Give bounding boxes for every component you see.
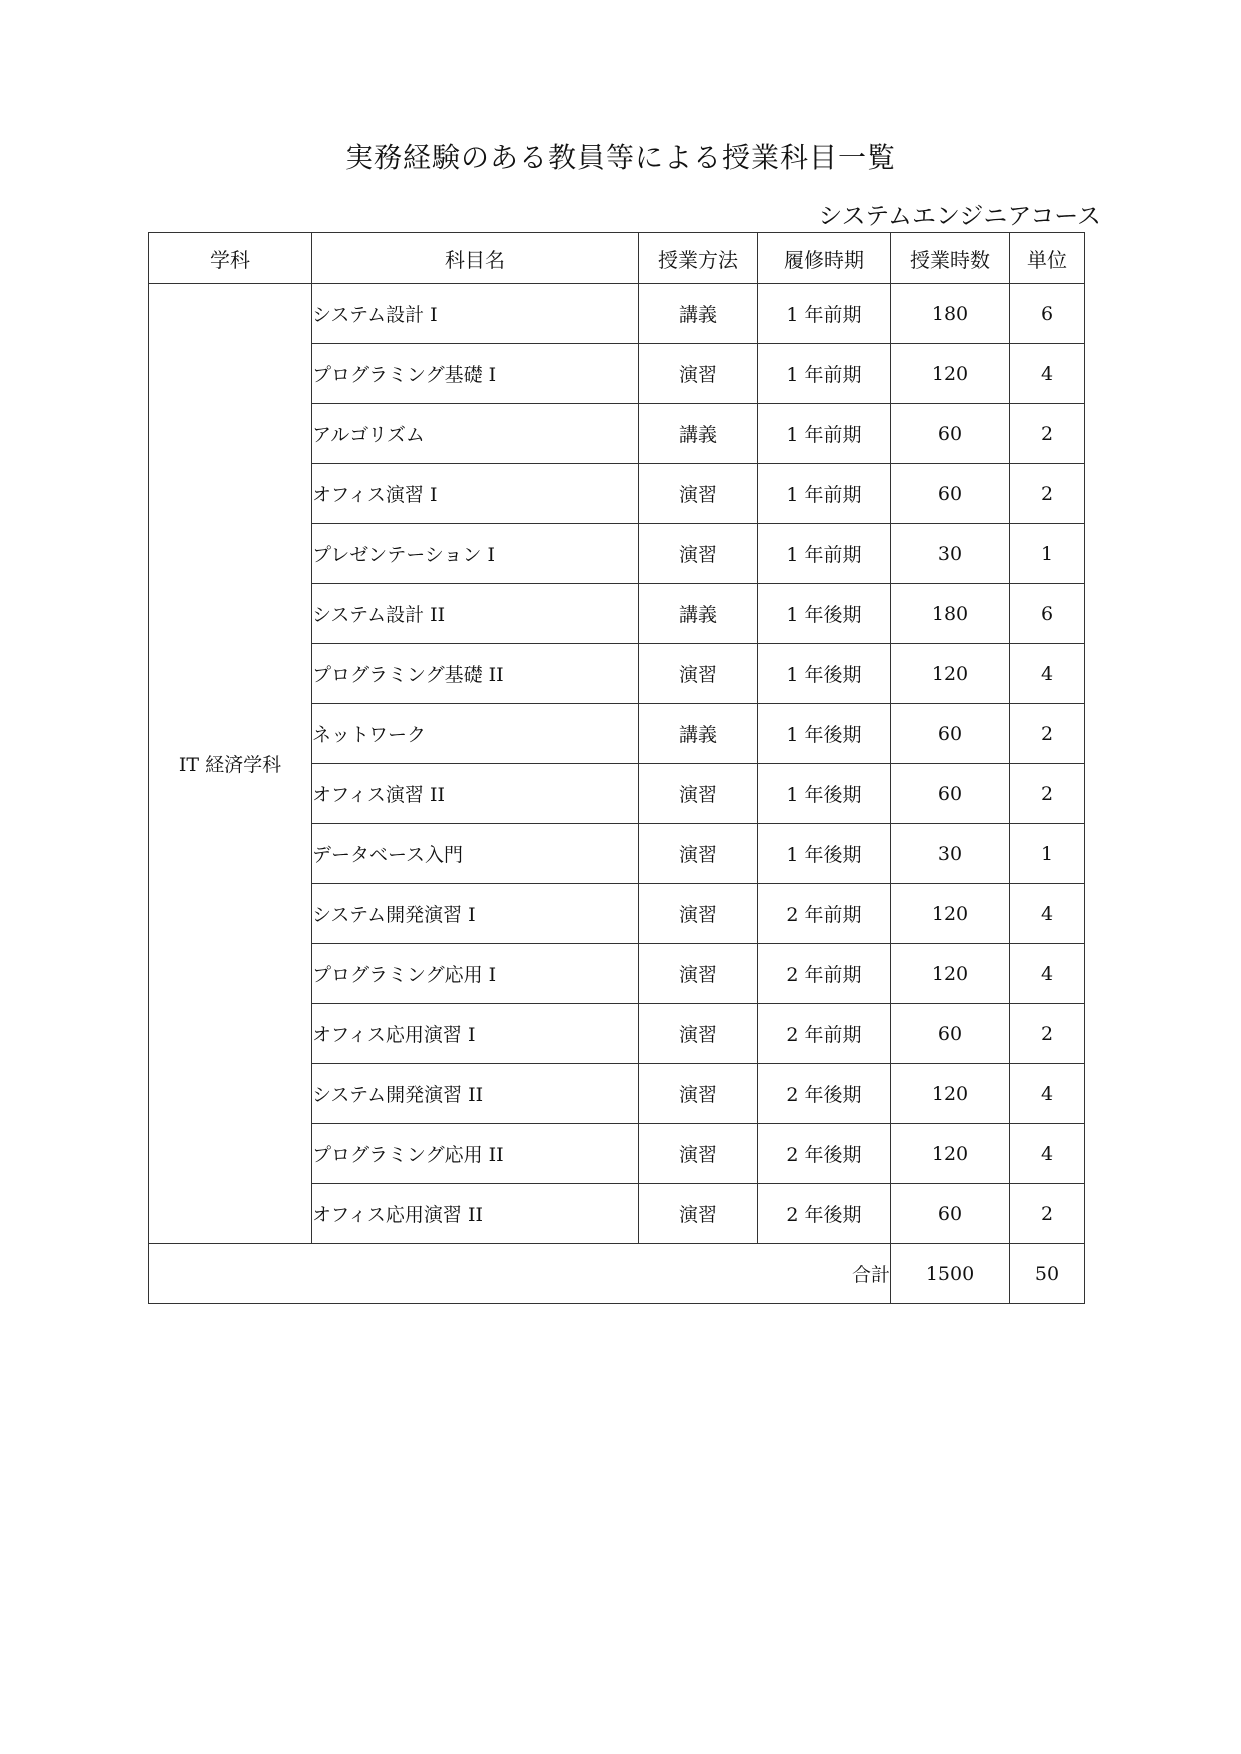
method-cell: 演習 <box>639 344 758 404</box>
hours-cell: 60 <box>891 764 1010 824</box>
method-cell: 演習 <box>639 464 758 524</box>
credits-cell: 2 <box>1010 704 1085 764</box>
method-cell: 演習 <box>639 1124 758 1184</box>
term-cell: 1 年前期 <box>758 284 891 344</box>
credits-cell: 2 <box>1010 1184 1085 1244</box>
header-row <box>149 233 1085 284</box>
hours-cell: 120 <box>891 1064 1010 1124</box>
subject-cell: アルゴリズム <box>312 404 639 464</box>
method-cell: 演習 <box>639 944 758 1004</box>
credits-cell: 4 <box>1010 344 1085 404</box>
subject-cell: ネットワーク <box>312 704 639 764</box>
method-cell: 演習 <box>639 764 758 824</box>
hours-cell: 120 <box>891 944 1010 1004</box>
term-cell: 1 年後期 <box>758 584 891 644</box>
term-cell: 1 年前期 <box>758 524 891 584</box>
total-hours: 1500 <box>891 1244 1010 1304</box>
term-cell: 2 年前期 <box>758 1004 891 1064</box>
subject-cell: オフィス応用演習 II <box>312 1184 639 1244</box>
method-cell: 演習 <box>639 824 758 884</box>
hours-cell: 60 <box>891 704 1010 764</box>
subject-cell: システム開発演習 II <box>312 1064 639 1124</box>
credits-cell: 2 <box>1010 404 1085 464</box>
course-name: システムエンジニアコース <box>818 202 1101 230</box>
total-row <box>149 1244 1085 1304</box>
term-cell: 1 年前期 <box>758 404 891 464</box>
credits-cell: 4 <box>1010 1064 1085 1124</box>
header-subject: 科目名 <box>312 233 639 284</box>
subject-cell: プログラミング応用 I <box>312 944 639 1004</box>
term-cell: 2 年前期 <box>758 884 891 944</box>
credits-cell: 6 <box>1010 284 1085 344</box>
total-label: 合計 <box>149 1244 891 1304</box>
method-cell: 演習 <box>639 524 758 584</box>
subject-cell: データベース入門 <box>312 824 639 884</box>
credits-cell: 4 <box>1010 944 1085 1004</box>
hours-cell: 60 <box>891 1184 1010 1244</box>
method-cell: 演習 <box>639 884 758 944</box>
credits-cell: 2 <box>1010 1004 1085 1064</box>
term-cell: 1 年後期 <box>758 764 891 824</box>
hours-cell: 60 <box>891 1004 1010 1064</box>
header-hours: 授業時数 <box>891 233 1010 284</box>
method-cell: 演習 <box>639 644 758 704</box>
header-dept: 学科 <box>149 233 312 284</box>
method-cell: 講義 <box>639 404 758 464</box>
subject-cell: オフィス演習 II <box>312 764 639 824</box>
method-cell: 演習 <box>639 1004 758 1064</box>
method-cell: 講義 <box>639 284 758 344</box>
subject-cell: プログラミング応用 II <box>312 1124 639 1184</box>
credits-cell: 4 <box>1010 644 1085 704</box>
term-cell: 2 年後期 <box>758 1184 891 1244</box>
hours-cell: 60 <box>891 404 1010 464</box>
subject-cell: プレゼンテーション I <box>312 524 639 584</box>
hours-cell: 60 <box>891 464 1010 524</box>
subjects-table <box>148 232 1085 1304</box>
term-cell: 1 年前期 <box>758 344 891 404</box>
credits-cell: 2 <box>1010 464 1085 524</box>
credits-cell: 2 <box>1010 764 1085 824</box>
credits-cell: 1 <box>1010 824 1085 884</box>
credits-cell: 4 <box>1010 884 1085 944</box>
term-cell: 2 年前期 <box>758 944 891 1004</box>
header-method: 授業方法 <box>639 233 758 284</box>
subject-cell: システム設計 I <box>312 284 639 344</box>
hours-cell: 120 <box>891 644 1010 704</box>
page-title: 実務経験のある教員等による授業科目一覧 <box>344 141 896 174</box>
hours-cell: 180 <box>891 584 1010 644</box>
method-cell: 演習 <box>639 1064 758 1124</box>
hours-cell: 120 <box>891 1124 1010 1184</box>
term-cell: 2 年後期 <box>758 1064 891 1124</box>
credits-cell: 1 <box>1010 524 1085 584</box>
term-cell: 1 年前期 <box>758 464 891 524</box>
header-term: 履修時期 <box>758 233 891 284</box>
hours-cell: 30 <box>891 824 1010 884</box>
subject-cell: オフィス応用演習 I <box>312 1004 639 1064</box>
method-cell: 講義 <box>639 584 758 644</box>
subject-cell: プログラミング基礎 I <box>312 344 639 404</box>
method-cell: 講義 <box>639 704 758 764</box>
table-row <box>149 284 1085 344</box>
hours-cell: 120 <box>891 344 1010 404</box>
method-cell: 演習 <box>639 1184 758 1244</box>
term-cell: 1 年後期 <box>758 644 891 704</box>
subject-cell: プログラミング基礎 II <box>312 644 639 704</box>
total-credits: 50 <box>1010 1244 1085 1304</box>
subject-cell: システム設計 II <box>312 584 639 644</box>
term-cell: 1 年後期 <box>758 704 891 764</box>
hours-cell: 180 <box>891 284 1010 344</box>
header-credits: 単位 <box>1010 233 1085 284</box>
department-cell: IT 経済学科 <box>149 284 312 1244</box>
term-cell: 2 年後期 <box>758 1124 891 1184</box>
hours-cell: 120 <box>891 884 1010 944</box>
hours-cell: 30 <box>891 524 1010 584</box>
credits-cell: 6 <box>1010 584 1085 644</box>
subject-cell: オフィス演習 I <box>312 464 639 524</box>
subject-cell: システム開発演習 I <box>312 884 639 944</box>
term-cell: 1 年後期 <box>758 824 891 884</box>
credits-cell: 4 <box>1010 1124 1085 1184</box>
